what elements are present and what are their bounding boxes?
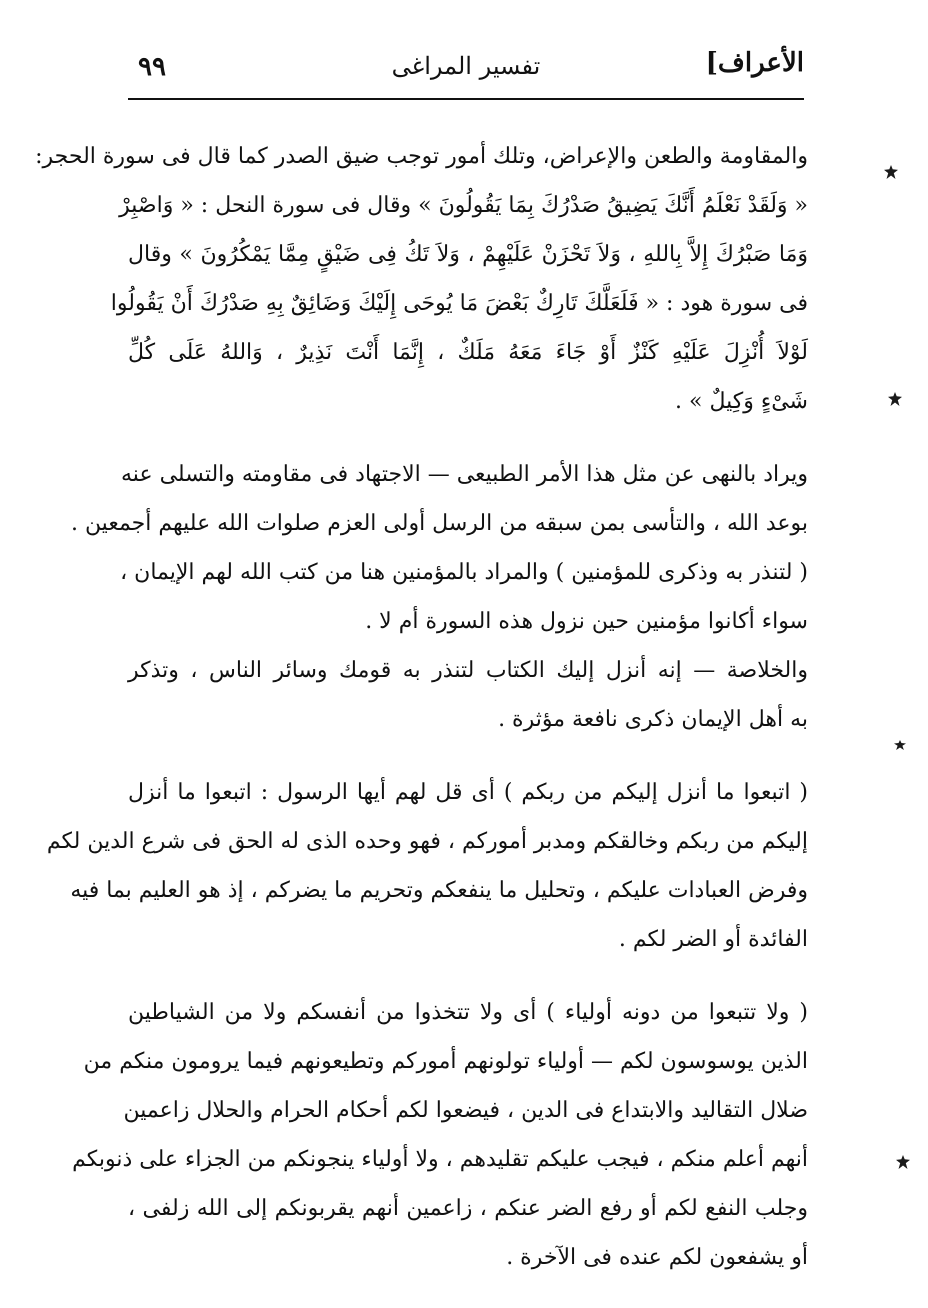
body-text — [35, 132, 809, 1282]
text-line: سواء أكانوا مؤمنين حين نزول هذه السورة أم لا . — [365, 609, 808, 634]
text-line: به أهل الإيمان ذكرى نافعة مؤثرة . — [498, 707, 808, 732]
paragraph — [70, 450, 808, 548]
scan-speck — [896, 1155, 910, 1169]
text-line: الذين يوسوسون لكم — أولياء تولونهم أموركم وتطيعونهم فيما يرومون منكم من — [83, 1049, 808, 1074]
text-line: لَوْلاَ أُنْزِلَ عَلَيْهِ كَنْزٌ أَوْ جَاءَ مَعَهُ مَلَكٌ ، إِنَّمَا أَنْتَ نَذِيرٌ ، وَاللهُ عَلَى كُلِّ — [128, 340, 808, 365]
paragraph — [128, 646, 808, 744]
text-line: والمقاومة والطعن والإعراض، وتلك أمور توجب ضيق الصدر كما قال فى سورة الحجر: — [35, 144, 808, 169]
scan-speck — [888, 392, 902, 406]
text-line: بوعد الله ، والتأسى بمن سبقه من الرسل أولى العزم صلوات الله عليهم أجمعين . — [70, 511, 808, 536]
text-line: ضلال التقاليد والابتداع فى الدين ، فيضعوا لكم أحكام الحرام والحلال زاعمين — [123, 1098, 808, 1123]
page-number: ٩٩ — [138, 52, 166, 82]
text-line: فى سورة هود : « فَلَعَلَّكَ تَارِكٌ بَعْضَ مَا يُوحَى إِلَيْكَ وَضَائِقٌ بِهِ صَدْرُكَ أَنْ يَقُولُوا — [110, 291, 808, 316]
paragraph — [35, 132, 808, 426]
paragraph — [46, 768, 808, 964]
text-line: ( لتنذر به وذكرى للمؤمنين ) والمراد بالمؤمنين هنا من كتب الله لهم الإيمان ، — [120, 560, 808, 585]
text-line: الفائدة أو الضر لكم . — [618, 927, 808, 952]
text-line: « وَلَقَدْ نَعْلَمُ أَنَّكَ يَضِيقُ صَدْرُكَ بِمَا يَقُولُونَ » وقال فى سورة النحل : « وَاصْبِرْ — [119, 193, 808, 218]
paragraph — [120, 548, 808, 646]
header-rule — [128, 98, 804, 100]
page-header — [128, 48, 804, 98]
text-line: إليكم من ربكم وخالقكم ومدبر أموركم ، فهو وحده الذى له الحق فى شرع الدين لكم — [46, 829, 808, 854]
paragraph — [72, 988, 809, 1282]
text-line: ( اتبعوا ما أنزل إليكم من ربكم ) أى قل لهم أيها الرسول : اتبعوا ما أنزل — [128, 780, 808, 805]
text-line: وفرض العبادات عليكم ، وتحليل ما ينفعكم وتحريم ما يضركم ، إذ هو العليم بما فيه — [70, 878, 808, 903]
text-line: وجلب النفع لكم أو رفع الضر عنكم ، زاعمين أنهم يقربونكم إلى الله زلفى ، — [128, 1196, 808, 1221]
text-line: أو يشفعون لكم عنده فى الآخرة . — [506, 1245, 808, 1270]
text-line: والخلاصة — إنه أنزل إليك الكتاب لتنذر به قومك وسائر الناس ، وتذكر — [128, 658, 808, 683]
scan-speck — [894, 740, 906, 750]
text-line: ( ولا تتبعوا من دونه أولياء ) أى ولا تتخذوا من أنفسكم ولا من الشياطين — [128, 1000, 809, 1025]
text-line: شَىْءٍ وَكِيلٌ » . — [675, 389, 808, 414]
text-line: ويراد بالنهى عن مثل هذا الأمر الطبيعى — الاجتهاد فى مقاومته والتسلى عنه — [121, 462, 808, 487]
text-line: أنهم أعلم منكم ، فيجب عليكم تقليدهم ، ولا أولياء ينجونكم من الجزاء على ذنوبكم — [72, 1147, 808, 1172]
text-line: وَمَا صَبْرُكَ إِلاَّ بِاللهِ ، وَلاَ تَحْزَنْ عَلَيْهِمْ ، وَلاَ تَكُ فِى ضَيْقٍ مِمَّا يَمْكُرُونَ » وقال — [128, 242, 808, 267]
book-title: تفسير المراغى — [391, 52, 541, 80]
surah-name: الأعراف] — [705, 48, 804, 78]
scan-speck — [884, 165, 898, 179]
